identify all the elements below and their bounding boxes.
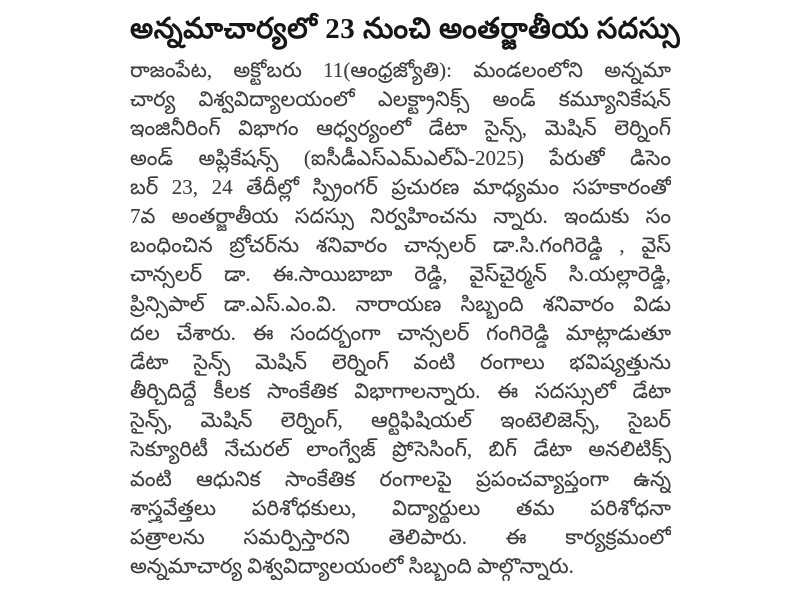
body-text-line: అన్నమాచార్య విశ్వవిద్యాలయంలో సిబ్బంది పాల్గొన్నారు. [130, 554, 574, 579]
body-text-line: సైన్స్, మెషిన్ లెర్నింగ్, ఆర్టిఫిషియల్ ఇంటెలిజెన్స్, సైబర్ [130, 408, 671, 433]
newspaper-clipping [130, 10, 681, 581]
body-text-line: శాస్త్రవేత్తలు పరిశోధకులు, విద్యార్థులు తమ పరిశోధనా [130, 495, 671, 520]
body-text-line: డేటా సైన్స్ మెషిన్ లెర్నింగ్ వంటి రంగాలు భవిష్యత్తును [130, 349, 671, 374]
body-text-line: బర్ 23, 24 తేదీల్లో స్ప్రింగర్ ప్రచురణ మాధ్యమం సహకారంతో [130, 174, 671, 199]
body-text-line: పత్రాలను సమర్పిస్తారని తెలిపారు. ఈ కార్యక్రమంలో [130, 525, 671, 549]
body-text-line: తీర్చిదిద్దే కీలక సాంకేతిక విభాగాలన్నారు. ఈ సదస్సులో డేటా [130, 379, 671, 404]
article-body [130, 56, 671, 581]
body-text-line: సెక్యూరిటీ నేచురల్ లాంగ్వేజ్ ప్రోసెసింగ్, బిగ్ డేటా అనలిటిక్స్ [130, 437, 671, 462]
body-text-line: రాజంపేట, అక్టోబరు 11(ఆంధ్రజ్యోతి): మండలంలోని అన్నమా [130, 58, 671, 82]
body-text-line: 7వ అంతర్జాతీయ సదస్సు నిర్వహించను న్నారు. ఇందుకు సం [130, 203, 671, 228]
body-text-line: ప్రిన్సిపాల్ డా.ఎస్.ఎం.వి. నారాయణ సిబ్బంది శనివారం విడు [130, 291, 671, 316]
body-text-line: వంటి ఆధునిక సాంకేతిక రంగాలపై ప్రపంచవ్యాప్తంగా ఉన్న [130, 466, 671, 491]
body-text-line: చాన్సలర్ డా. ఈ.సాయిబాబా రెడ్డి, వైస్‌చైర్మన్ సి.యల్లారెడ్డి, [130, 262, 671, 287]
body-text-line: దల చేశారు. ఈ సందర్భంగా చాన్సలర్ గంగిరెడ్డి మాట్లాడుతూ [130, 320, 671, 345]
body-text-line: చార్య విశ్వవిద్యాలయంలో ఎలక్ట్రానిక్స్ అండ్ కమ్యూనికేషన్ [130, 87, 671, 112]
body-text-line: బంధించిన బ్రోచర్‌ను శనివారం చాన్సలర్ డా.సి.గంగిరెడ్డి , వైస్ [130, 233, 671, 258]
article-headline: అన్నమాచార్యలో 23 నుంచి అంతర్జాతీయ సదస్సు [130, 13, 681, 45]
body-text-line: ఇంజినీరింగ్ విభాగం ఆధ్వర్యంలో డేటా సైన్స్, మెషిన్ లెర్నింగ్ [130, 116, 671, 141]
body-text-line: అండ్ అప్లికేషన్స్ (ఐసీడీఎస్ఎమ్ఎల్ఏ-2025) పేరుతో డిసెం [130, 145, 671, 170]
